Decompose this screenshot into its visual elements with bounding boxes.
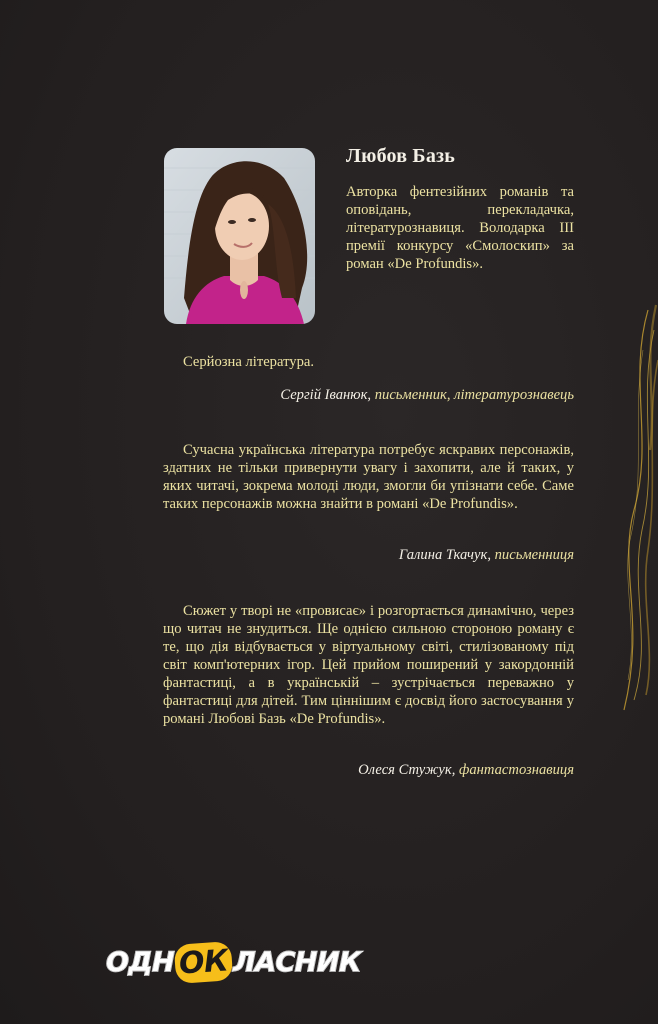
review-author-role: письменниця [494, 547, 574, 563]
author-bio: Авторка фентезійних романів та оповідань, перекладачка, літературознавиця. Володарка ІІІ премії конкурсу «Смолоскип» за роман «De Profundis». [346, 184, 574, 272]
review-quote [163, 602, 574, 728]
review-attribution: Галина Ткачук, письменниця [398, 547, 574, 563]
review-author-role: письменник, літературознавець [374, 387, 574, 403]
review-author: Галина Ткачук [398, 547, 488, 563]
review-quote [163, 441, 574, 513]
review-text: Сучасна українська література потребує яскравих персонажів, здатних не тільки привернути увагу і захопити, але й таких, у яких читачі, зокрема молоді люди, змогли би упізнати себе. Саме таких персонажів можна знайти в романі «De Profundis». [163, 442, 574, 512]
review-author: Сергій Іванюк [280, 387, 368, 403]
review-text: Сюжет у творі не «провисає» і розгортається динамічно, через що читач не знудиться. Ще однією сильною стороною роману є те, що дія відбувається у віртуальному світі, стилізованому під світ комп'ютерних ігор. Цей прийом поширений у закордонній фантастиці, а в українській – зустрічається переважно у фантастиці для дітей. Тим ціннішим є досвід його застосування у романі Любові Базь «De Profundis». [163, 603, 574, 727]
review-author: Олеся Стужук [358, 762, 452, 778]
author-photo [164, 148, 315, 324]
review-attribution: Сергій Іванюк, письменник, літературознавець [280, 387, 574, 403]
logo-ok-badge: ОК [174, 941, 234, 984]
review-quote [163, 353, 574, 371]
logo-part-1: ОДН [106, 946, 175, 978]
gold-brush-stroke-decoration [588, 300, 658, 720]
review-author-role: фантастознавиця [459, 762, 574, 778]
logo-part-3: ЛАСНИК [233, 946, 361, 978]
publisher-logo [106, 942, 361, 982]
review-text: Серйозна література. [183, 354, 314, 370]
author-name: Любов Базь [346, 145, 456, 167]
review-attribution: Олеся Стужук, фантастознавиця [358, 762, 574, 778]
